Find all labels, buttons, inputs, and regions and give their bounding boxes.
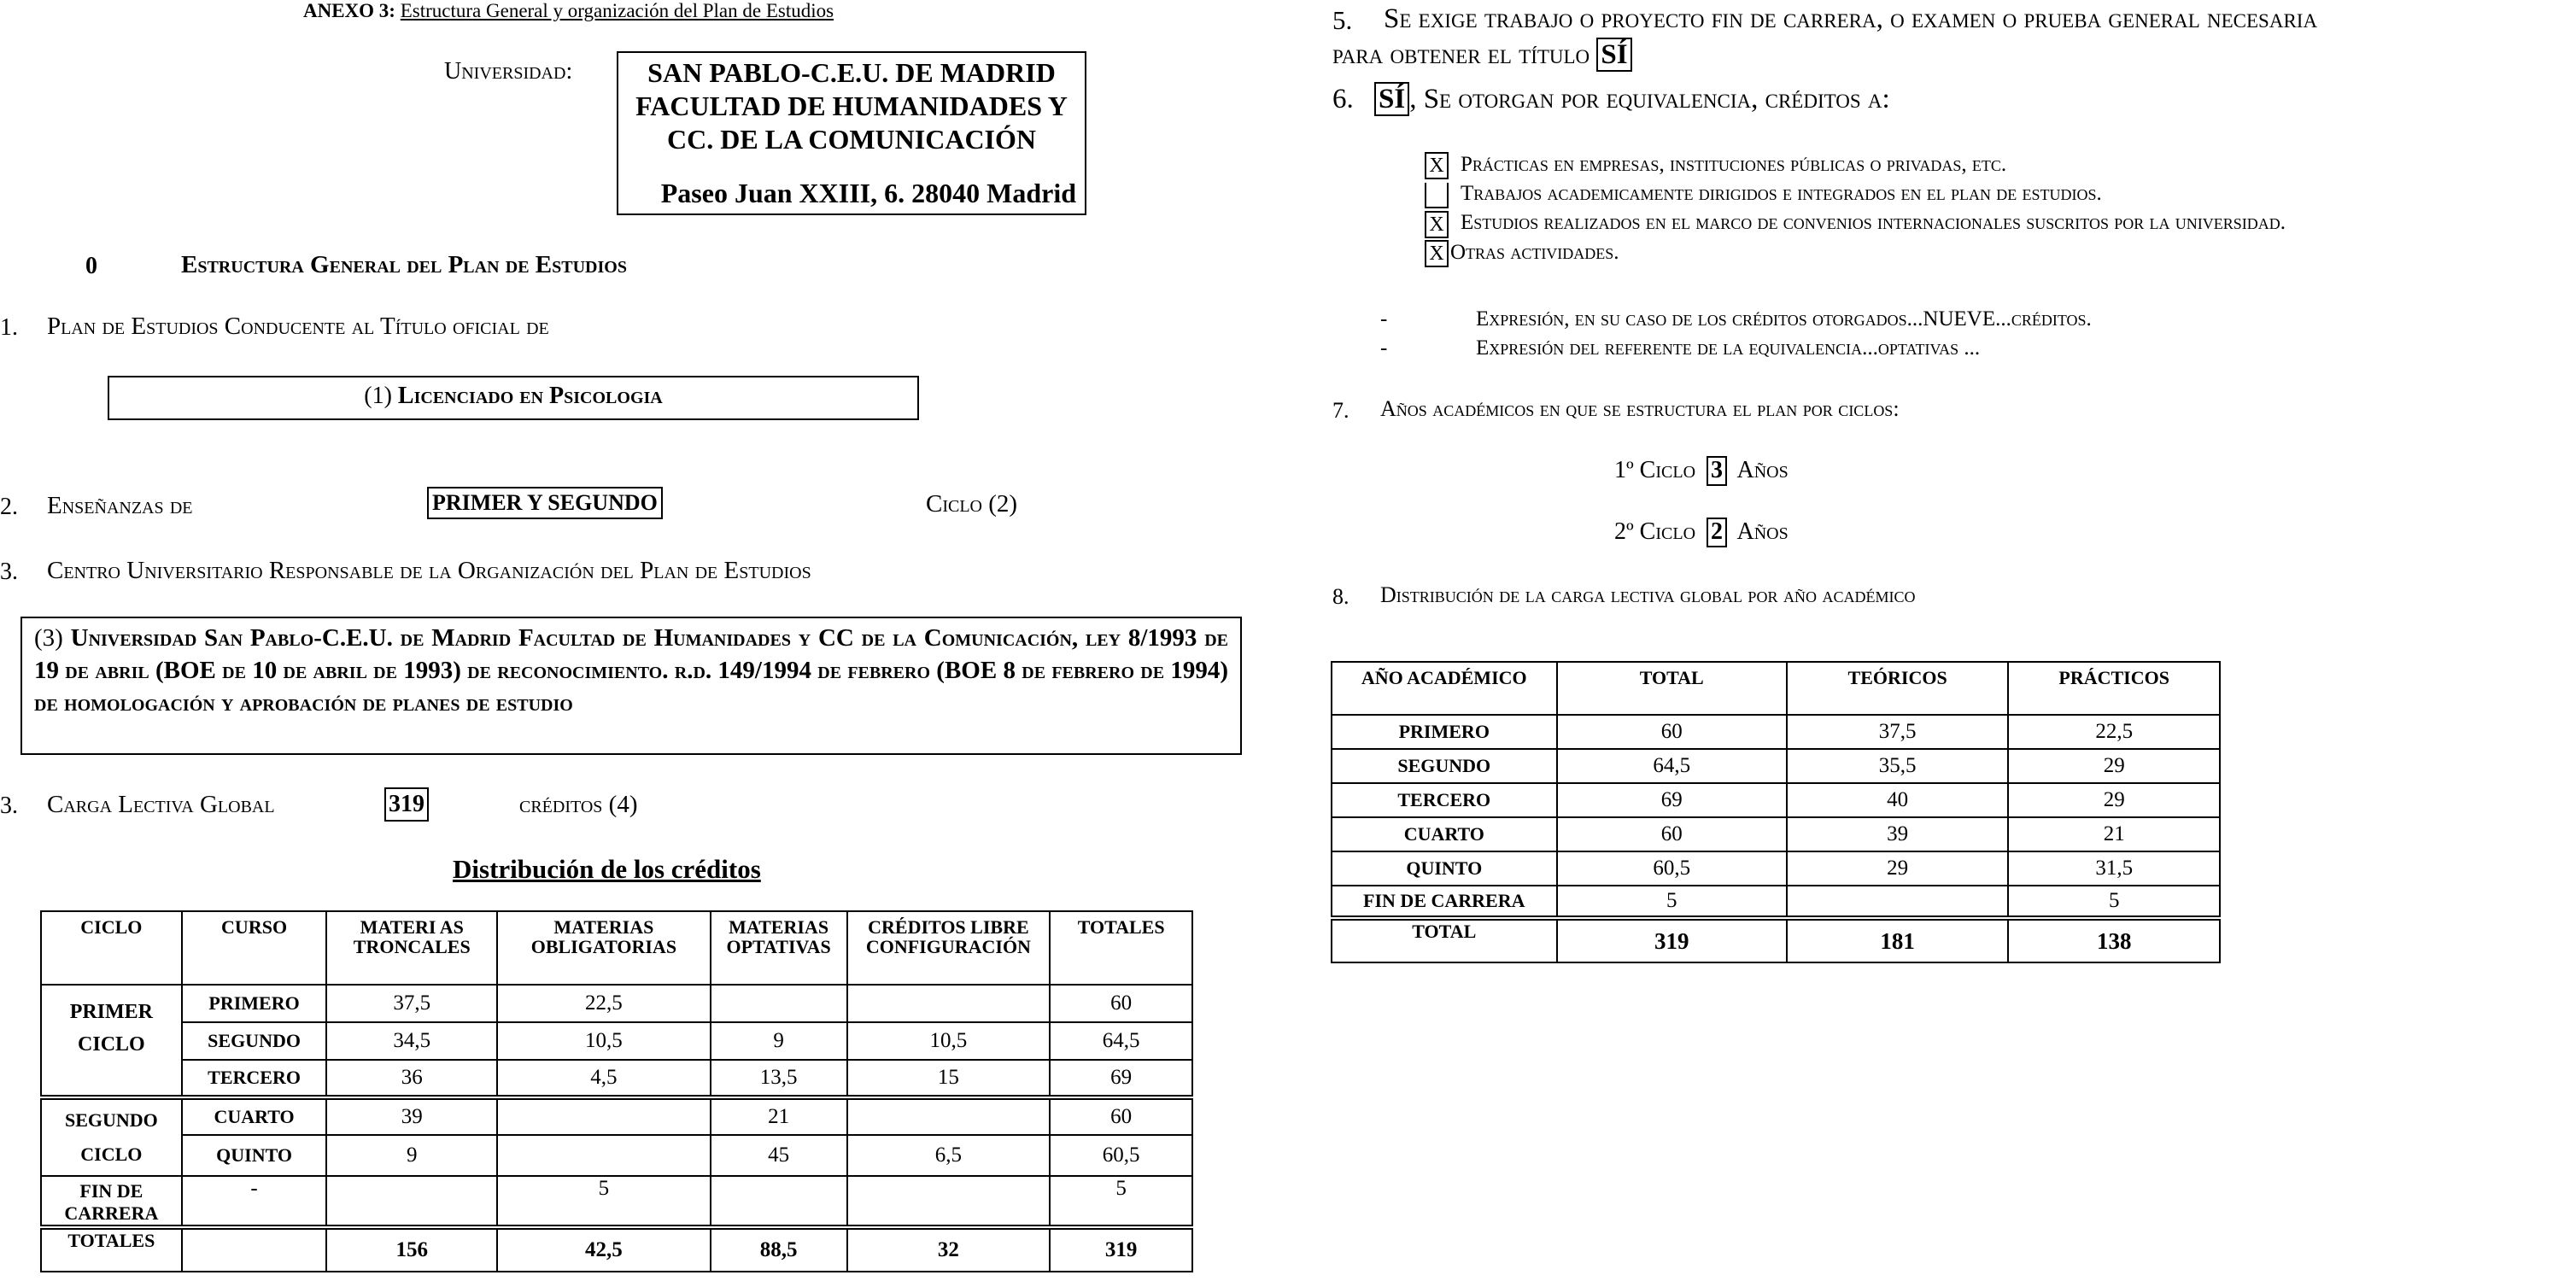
- option-label: Prácticas en empresas, instituciones públicas o privadas, etc.: [1461, 153, 2007, 176]
- option-label: Estudios realizados en el marco de convenios internacionales suscritos por la universidad.: [1461, 211, 2286, 235]
- curso-cell: CUARTO: [182, 1097, 327, 1135]
- university-label: Universidad:: [444, 58, 573, 85]
- cycle-fin-line1: FIN DE: [79, 1180, 143, 1202]
- university-name-3: CC. DE LA COMUNICACIÓN: [666, 124, 1036, 155]
- item-3b-text: Carga Lectiva Global: [47, 791, 275, 818]
- troncales-cell: 36: [326, 1060, 497, 1097]
- cycle-2-label: 2º Ciclo: [1614, 518, 1696, 545]
- item-5-line1: Se exige trabajo o proyecto fin de carrera, o examen o prueba general necesaria: [1384, 3, 2318, 34]
- item-8-text: Distribución de la carga lectiva global por año académico: [1380, 582, 1916, 607]
- practicos-cell: 22,5: [2008, 715, 2220, 749]
- cycle-1-value: 3: [1707, 456, 1727, 486]
- year-cell: TERCERO: [1332, 783, 1557, 817]
- center-text: Universidad San Pablo-C.E.U. de Madrid Facultad de Humanidades y CC de la Comunicación, ley 8/1993 de 19 de abril (BOE de 10 de abril de 1993) de reconocimiento. r.d. 149/1994 de febrero (BOE 8 de febrero de 1994) de homologación y aprobación de planes de estudio: [34, 624, 1229, 717]
- troncales-cell: [326, 1176, 497, 1227]
- item-6-answer: SÍ: [1374, 82, 1409, 116]
- degree-prefix: (1): [364, 383, 392, 409]
- global-load-value: 319: [384, 787, 429, 822]
- cycle-2-unit: Años: [1736, 518, 1789, 545]
- cycle-2-value: 2: [1707, 518, 1727, 547]
- degree-box: [108, 376, 919, 420]
- totales-cell: 60: [1050, 985, 1192, 1022]
- troncales-cell: 9: [326, 1135, 497, 1176]
- total-cell: 64,5: [1557, 749, 1787, 783]
- year-cell: SEGUNDO: [1332, 749, 1557, 783]
- curso-cell: PRIMERO: [182, 985, 327, 1022]
- libre-cell: [847, 1176, 1051, 1227]
- university-box: [617, 51, 1086, 215]
- distribution-title: Distribución de los créditos: [453, 854, 761, 884]
- teoricos-cell: [1787, 886, 2009, 918]
- table-row: [41, 1022, 1192, 1060]
- curso-cell: [182, 1227, 327, 1272]
- checkbox-internships[interactable]: X: [1425, 152, 1449, 179]
- col-obligatorias: MATERIAS OBLIGATORIAS: [497, 911, 711, 985]
- obligatorias-cell: 22,5: [497, 985, 711, 1022]
- cycle-segundo-line2: CICLO: [80, 1144, 143, 1165]
- libre-cell: 15: [847, 1060, 1051, 1097]
- cycle-1-unit: Años: [1736, 457, 1789, 483]
- credits-table: [40, 910, 1193, 1272]
- practicos-cell: 31,5: [2008, 851, 2220, 886]
- teoricos-cell: 35,5: [1787, 749, 2009, 783]
- item-5-line2-text: para obtener el título: [1332, 39, 1590, 70]
- option-label: Trabajos academicamente dirigidos e integrados en el plan de estudios.: [1461, 182, 2102, 206]
- troncales-cell: 34,5: [326, 1022, 497, 1060]
- col-year: AÑO ACADÉMICO: [1332, 662, 1557, 715]
- col-curso: CURSO: [182, 911, 327, 985]
- practicos-cell: 21: [2008, 817, 2220, 851]
- libre-cell: 6,5: [847, 1135, 1051, 1176]
- total-sum: 319: [1557, 918, 1787, 962]
- col-optativas: MATERIAS OPTATIVAS: [711, 911, 847, 985]
- item-2-text: Enseñanzas de: [47, 492, 193, 519]
- annex-heading: [303, 0, 834, 22]
- item-3-text: Centro Universitario Responsable de la Organización del Plan de Estudios: [47, 557, 811, 584]
- cycle-segundo-line1: SEGUNDO: [64, 1109, 158, 1131]
- libre-cell: [847, 985, 1051, 1022]
- cycle-fin-line2: CARRERA: [64, 1202, 159, 1224]
- item-2-num: 2.: [0, 494, 18, 520]
- col-ciclo: CICLO: [41, 911, 182, 985]
- checkbox-international[interactable]: X: [1425, 211, 1449, 238]
- libre-cell: [847, 1097, 1051, 1135]
- obligatorias-cell: 4,5: [497, 1060, 711, 1097]
- item-6-num: 6.: [1332, 84, 1354, 114]
- cycle-1-years: [1614, 456, 1789, 486]
- optativas-cell: 9: [711, 1022, 847, 1060]
- annex-label: ANEXO 3:: [303, 0, 395, 21]
- total-cell: 5: [1557, 886, 1787, 918]
- obligatorias-cell: 10,5: [497, 1022, 711, 1060]
- cycle-primer: [41, 985, 182, 1097]
- curso-cell: -: [182, 1176, 327, 1227]
- troncales-total: 156: [326, 1227, 497, 1272]
- total-cell: 60,5: [1557, 851, 1787, 886]
- curso-cell: TERCERO: [182, 1060, 327, 1097]
- item-1-num: 1.: [0, 314, 18, 341]
- cycle-2-years: [1614, 518, 1789, 547]
- optativas-cell: 13,5: [711, 1060, 847, 1097]
- totales-cell: 60: [1050, 1097, 1192, 1135]
- teoricos-cell: 37,5: [1787, 715, 2009, 749]
- cycle-primer-line1: PRIMER: [69, 1001, 154, 1023]
- note-dash: -: [1380, 307, 1388, 330]
- teoricos-sum: 181: [1787, 918, 2009, 962]
- optativas-cell: 21: [711, 1097, 847, 1135]
- table-row: [41, 1135, 1192, 1176]
- load-totals-row: [1332, 918, 2220, 962]
- note-text: Expresión del referente de la equivalencia...optativas ...: [1476, 336, 1981, 360]
- optativas-cell: [711, 985, 847, 1022]
- item-5-num: 5.: [1332, 5, 1353, 35]
- obligatorias-cell: [497, 1135, 711, 1176]
- note-dash: -: [1380, 336, 1388, 360]
- option-international: [1425, 208, 2286, 237]
- col-totales: TOTALES: [1050, 911, 1192, 985]
- col-teoricos: TEÓRICOS: [1787, 662, 2009, 715]
- cycle-fin: [41, 1176, 182, 1227]
- col-troncales: MATERI AS TRONCALES: [326, 911, 497, 985]
- teaching-cycles-box: PRIMER Y SEGUNDO: [427, 487, 663, 519]
- year-cell: PRIMERO: [1332, 715, 1557, 749]
- total-cell: 60: [1557, 715, 1787, 749]
- year-cell: CUARTO: [1332, 817, 1557, 851]
- table-row: [1332, 817, 2220, 851]
- credits-header-row: [41, 911, 1192, 985]
- item-1-text: Plan de Estudios Conducente al Título oficial de: [47, 313, 549, 340]
- center-box: [20, 617, 1242, 755]
- optativas-total: 88,5: [711, 1227, 847, 1272]
- practicos-cell: 29: [2008, 749, 2220, 783]
- grand-total: 319: [1050, 1227, 1192, 1272]
- note-text: Expresión, en su caso de los créditos otorgados...NUEVE...créditos.: [1476, 307, 2092, 330]
- libre-total: 32: [847, 1227, 1051, 1272]
- totals-label: TOTALES: [41, 1227, 182, 1272]
- item-8-num: 8.: [1332, 584, 1349, 609]
- obligatorias-total: 42,5: [497, 1227, 711, 1272]
- year-cell: QUINTO: [1332, 851, 1557, 886]
- table-row: [1332, 715, 2220, 749]
- year-total-label: TOTAL: [1332, 918, 1557, 962]
- cycle-primer-line2: CICLO: [78, 1033, 145, 1056]
- practicos-cell: 5: [2008, 886, 2220, 918]
- libre-cell: 10,5: [847, 1022, 1051, 1060]
- teoricos-cell: 40: [1787, 783, 2009, 817]
- degree-name: Licenciado en Psicologia: [397, 383, 663, 409]
- teoricos-cell: 29: [1787, 851, 2009, 886]
- item-6-text: , Se otorgan por equivalencia, créditos a:: [1409, 84, 1890, 114]
- equivalence-options: [1425, 150, 2286, 267]
- table-row: [1332, 783, 2220, 817]
- table-row: [1332, 886, 2220, 918]
- load-table: [1331, 661, 2221, 963]
- item-5-answer: SÍ: [1596, 38, 1631, 72]
- col-total: TOTAL: [1557, 662, 1787, 715]
- university-name-2: FACULTAD DE HUMANIDADES Y: [635, 91, 1068, 121]
- checkbox-directed-work[interactable]: [1425, 183, 1449, 208]
- annex-title: Estructura General y organización del Plan de Estudios: [400, 0, 834, 21]
- obligatorias-cell: 5: [497, 1176, 711, 1227]
- troncales-cell: 37,5: [326, 985, 497, 1022]
- university-name-1: SAN PABLO-C.E.U. DE MADRID: [647, 57, 1056, 88]
- practicos-sum: 138: [2008, 918, 2220, 962]
- totals-row: [41, 1227, 1192, 1272]
- optativas-cell: 45: [711, 1135, 847, 1176]
- curso-cell: QUINTO: [182, 1135, 327, 1176]
- totales-cell: 60,5: [1050, 1135, 1192, 1176]
- option-label: Otras actividades.: [1450, 240, 1619, 264]
- option-directed-work: [1425, 179, 2286, 208]
- section-0-title: Estructura General del Plan de Estudios: [181, 251, 627, 278]
- total-cell: 69: [1557, 783, 1787, 817]
- troncales-cell: 39: [326, 1097, 497, 1135]
- option-internships: [1425, 150, 2286, 179]
- totales-cell: 5: [1050, 1176, 1192, 1227]
- cycle-segundo: [41, 1097, 182, 1176]
- total-cell: 60: [1557, 817, 1787, 851]
- item-3b-num: 3.: [0, 793, 18, 819]
- year-cell: FIN DE CARRERA: [1332, 886, 1557, 918]
- option-other: [1425, 238, 2286, 267]
- table-row: [1332, 851, 2220, 886]
- optativas-cell: [711, 1176, 847, 1227]
- load-header-row: [1332, 662, 2220, 715]
- section-0-num: 0: [85, 253, 97, 279]
- table-row: [41, 1176, 1192, 1227]
- checkbox-other[interactable]: X: [1425, 240, 1449, 267]
- table-row: [41, 1097, 1192, 1135]
- item-6-line: [1332, 82, 1890, 116]
- center-prefix: (3): [34, 624, 63, 652]
- col-libre: CRÉDITOS LIBRE CONFIGURACIÓN: [847, 911, 1051, 985]
- obligatorias-cell: [497, 1097, 711, 1135]
- curso-cell: SEGUNDO: [182, 1022, 327, 1060]
- teoricos-cell: 39: [1787, 817, 2009, 851]
- item-5-line2: [1332, 38, 1632, 72]
- item-7-num: 7.: [1332, 398, 1349, 423]
- university-address: Paseo Juan XXIII, 6. 28040 Madrid: [660, 178, 1076, 208]
- cycle-1-label: 1º Ciclo: [1614, 457, 1696, 483]
- totales-cell: 69: [1050, 1060, 1192, 1097]
- item-2-suffix: Ciclo (2): [926, 490, 1018, 518]
- item-7-text: Años académicos en que se estructura el plan por ciclos:: [1380, 396, 1900, 421]
- item-3-num: 3.: [0, 559, 18, 585]
- table-row: [1332, 749, 2220, 783]
- table-row: [41, 1060, 1192, 1097]
- totales-cell: 64,5: [1050, 1022, 1192, 1060]
- practicos-cell: 29: [2008, 783, 2220, 817]
- col-practicos: PRÁCTICOS: [2008, 662, 2220, 715]
- note-reference: [1380, 336, 1980, 360]
- table-row: [41, 985, 1192, 1022]
- item-3b-suffix: créditos (4): [519, 791, 638, 818]
- note-credits: [1380, 307, 2092, 331]
